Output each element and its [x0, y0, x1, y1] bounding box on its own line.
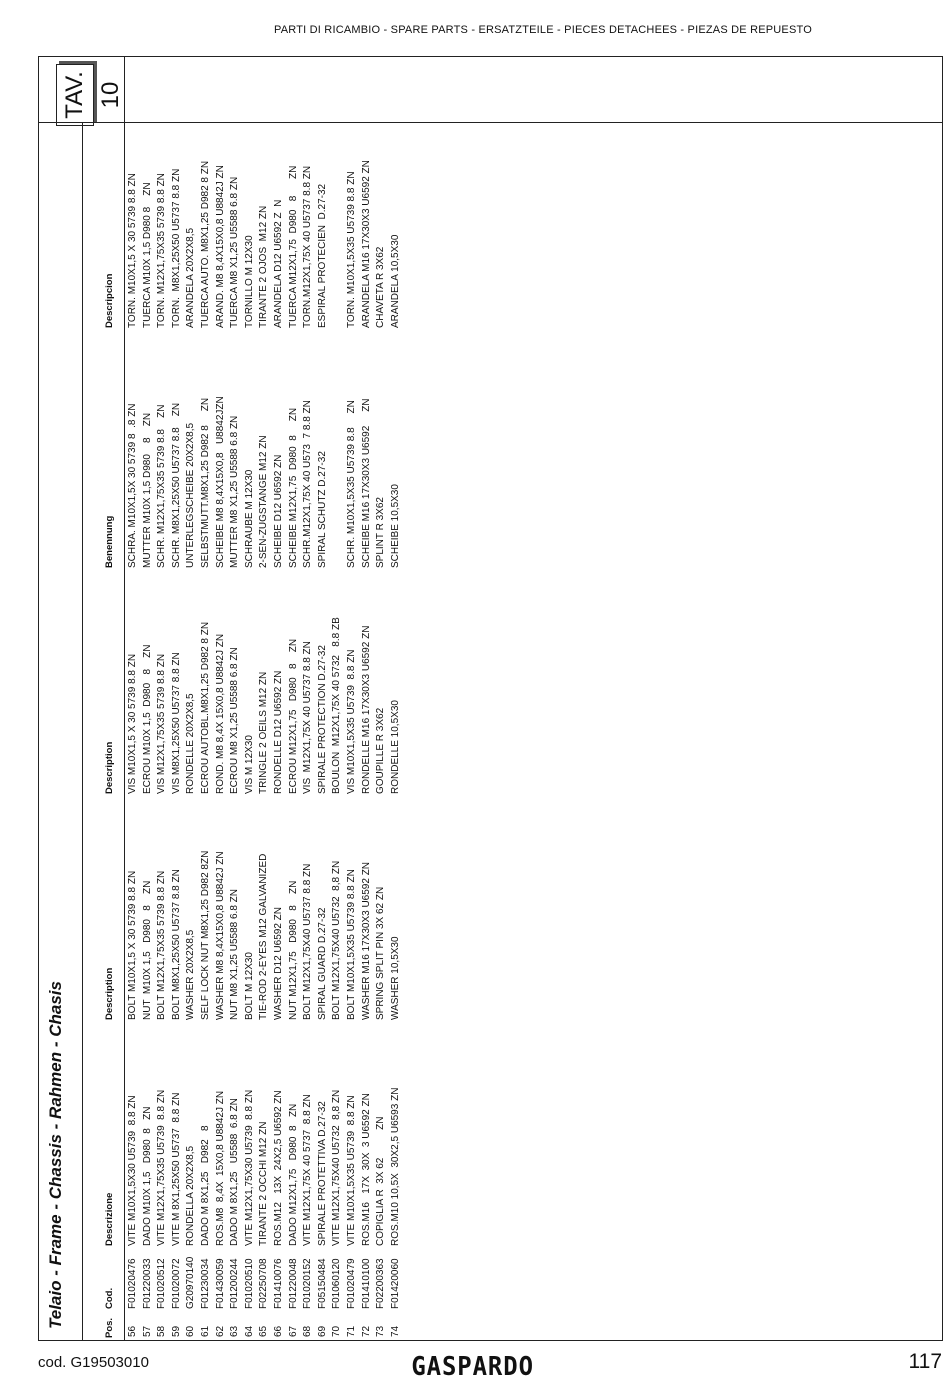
es-cell: ARANDELA D12 U6592 Z N — [272, 199, 284, 328]
es-cell: TUERCA AUTO. M8X1,25 D982 8 ZN — [199, 160, 211, 328]
cod-cell: F01230034 — [199, 1258, 211, 1309]
en-cell: WASHER M8 8,4X15X0,8 U8842J ZN — [214, 851, 226, 1020]
col-head-de: Benennung — [104, 515, 115, 568]
de-cell: SPIRAL SCHUTZ D.27-32 — [316, 451, 328, 568]
it-cell: DADO M 8X1,25 D982 8 — [199, 1125, 211, 1246]
cod-cell: F01020512 — [156, 1258, 168, 1309]
de-cell: SCHEIBE M16 17X30X3 U6592 ZN — [360, 398, 372, 568]
cod-cell: F01430059 — [214, 1258, 226, 1309]
header-text: PARTI DI RICAMBIO - SPARE PARTS - ERSATZTEILE - PIECES DETACHEES - PIEZAS DE REPUESTO — [274, 24, 812, 36]
en-cell: TIE-ROD 2-EYES M12 GALVANIZED — [258, 853, 270, 1020]
fr-cell: ECROU M12X1,75 D980 8 ZN — [287, 638, 299, 794]
fr-cell: VIS M8X1,25X50 U5737 8.8 ZN — [170, 652, 182, 794]
cod-cell: F01200244 — [229, 1258, 241, 1309]
es-cell: TORNILLO M 12X30 — [243, 235, 255, 328]
de-cell: SCHRAUBE M 12X30 — [243, 469, 255, 568]
pos-cell: 66 — [272, 1325, 284, 1337]
fr-cell: VIS M12X1,75X 40 U5737 8.8 ZN — [302, 641, 314, 794]
de-cell: SELBSTMUTT.M8X1,25 D982 8 ZN — [199, 397, 211, 568]
fr-cell: ECROU M10X 1,5 D980 8 ZN — [141, 644, 153, 794]
pos-cell: 63 — [229, 1325, 241, 1337]
cod-cell: G20970140 — [185, 1256, 197, 1309]
fr-column — [126, 617, 403, 794]
cod-cell: F01060120 — [331, 1258, 343, 1309]
en-cell: WASHER D12 U6592 ZN — [272, 907, 284, 1020]
de-cell: SCHEIBE D12 U6592 ZN — [272, 454, 284, 568]
it-cell: VITE M12X1,75X30 U5739 8.8 ZN — [243, 1089, 255, 1246]
es-cell: TIRANTE 2 OJOS M12 ZN — [258, 205, 270, 328]
divider — [38, 122, 943, 123]
en-cell: BOLT M12X1,75X40 U5732 8,8 ZN — [331, 860, 343, 1020]
col-head-cod: Cod. — [104, 1287, 115, 1309]
de-cell: SCHR. M12X1,75X35 5739 8.8 ZN — [156, 404, 168, 568]
cod-cell: F01020072 — [170, 1258, 182, 1309]
en-cell: NUT M12X1,75 D980 8 ZN — [287, 880, 299, 1020]
it-cell: ROS.M10 10,5X 30X2,5 U6593 ZN — [389, 1087, 401, 1246]
it-cell: RONDELLA 20X2X8,5 — [185, 1145, 197, 1246]
pos-cell: 64 — [243, 1325, 255, 1337]
it-cell: ROS.M16 17X 30X 3 U6592 ZN — [360, 1093, 372, 1246]
en-cell: WASHER 20X2X8,5 — [185, 929, 197, 1020]
it-cell: VITE M 8X1,25X50 U5737 8.8 ZN — [170, 1092, 182, 1246]
col-head-it: Descrizione — [104, 1192, 115, 1246]
pos-cell: 73 — [375, 1325, 387, 1337]
es-cell: TORN. M10X1,5X35 U5739 8.8 ZN — [345, 171, 357, 328]
es-cell: TORN. M12X1,75X35 5739 8.8 ZN — [156, 173, 168, 328]
es-cell: TUERCA M10X 1,5 D980 8 ZN — [141, 182, 153, 328]
pos-cell: 61 — [199, 1325, 211, 1337]
pos-cell: 60 — [185, 1325, 197, 1337]
es-cell: ARANDELA 20X2X8,5 — [185, 227, 197, 328]
fr-cell: BOULON M12X1,75X 40 5732 8.8 ZB — [331, 617, 343, 794]
it-cell: VITE M12X1,75X40 U5732 8,8 ZN — [331, 1089, 343, 1246]
es-cell: ARAND. M8 8,4X15X0,8 U8842J ZN — [214, 165, 226, 328]
de-cell: SCHRA. M10X1,5X 30 5739 8 .8 ZN — [127, 403, 138, 568]
parts-table — [38, 56, 943, 1341]
it-cell: ROS.M8 8,4X 15X0,8 U8842J ZN — [214, 1090, 226, 1246]
en-cell: BOLT M 12X30 — [243, 952, 255, 1020]
fr-cell: ECROU AUTOBL.M8X1,25 D982 8 ZN — [199, 621, 211, 794]
de-cell: SCHR.M12X1,75X 40 U573 7 8.8 ZN — [302, 400, 314, 568]
es-cell: TUERCA M12X1,75 D980 8 ZN — [287, 165, 299, 328]
pos-cell: 58 — [156, 1325, 168, 1337]
es-cell: CHAVETA R 3X62 — [375, 246, 387, 328]
it-cell: TIRANTE 2 OCCHI M12 ZN — [258, 1121, 270, 1246]
col-head-fr: Description — [104, 741, 115, 794]
it-cell: VITE M12X1,75X35 U5739 8.8 ZN — [156, 1089, 168, 1246]
fr-cell: RONDELLE M16 17X30X3 U6592 ZN — [360, 625, 372, 794]
cod-cell: F02250708 — [258, 1258, 270, 1309]
es-cell: ESPIRAL PROTECIEN D.27-32 — [316, 183, 328, 328]
fr-cell: TRINGLE 2 OEILS M12 ZN — [258, 671, 270, 794]
en-cell: BOLT M10X1,5X35 U5739 8.8 ZN — [345, 869, 357, 1020]
pos-cell: 68 — [302, 1325, 314, 1337]
de-cell: SCHEIBE M12X1,75 D980 8 ZN — [287, 407, 299, 568]
fr-cell: ROND. M8 8,4X 15X0,8 U8842J ZN — [214, 633, 226, 794]
de-cell: SCHEIBE M8 8,4X15X0,8 U8842JZN — [214, 396, 226, 568]
cod-cell: F01410100 — [360, 1258, 372, 1309]
cod-cell: F01220033 — [141, 1258, 153, 1309]
de-cell: SCHEIBE 10,5X30 — [389, 484, 401, 568]
it-cell: DADO M10X 1,5 D980 8 ZN — [141, 1106, 153, 1246]
es-column — [126, 160, 403, 328]
col-head-en: Description — [104, 967, 115, 1020]
col-head-pos: Pos. — [104, 1317, 115, 1338]
it-column — [126, 1088, 403, 1246]
es-cell — [330, 160, 345, 328]
brand-logo: GASPARDO — [411, 1352, 534, 1382]
pos-cell: 69 — [316, 1325, 328, 1337]
en-cell: BOLT M8X1,25X50 U5737 8.8 ZN — [170, 869, 182, 1020]
en-cell: SPIRAL GUARD D.27-32 — [316, 907, 328, 1020]
cod-cell: F02200363 — [375, 1258, 387, 1309]
title-rule — [82, 123, 83, 1341]
es-cell: ARANDELA M16 17X30X3 U6592 ZN — [360, 160, 372, 328]
es-cell: ARANDELA 10,5X30 — [389, 234, 401, 328]
pos-column — [126, 1326, 403, 1337]
de-cell: SCHR. M8X1,25X50 U5737 8.8 ZN — [170, 402, 182, 568]
en-cell: BOLT M10X1,5 X 30 5739 8.8 ZN — [127, 870, 138, 1020]
de-cell — [330, 396, 345, 568]
es-cell: TORN. M10X1,5 X 30 5739 8.8 ZN — [127, 173, 138, 328]
fr-cell: VIS M10X1,5 X 30 5739 8.8 ZN — [127, 653, 138, 794]
it-cell: VITE M10X1,5X30 U5739 8.8 ZN — [127, 1095, 138, 1246]
de-cell: MUTTER M8 X1,25 U5588 6.8 ZN — [229, 415, 241, 568]
pos-cell: 56 — [127, 1325, 138, 1337]
cod-cell: F01020476 — [127, 1258, 138, 1309]
cod-cell: F01020479 — [345, 1258, 357, 1309]
it-cell: COPIGLIA R 3X 62 ZN — [375, 1116, 387, 1246]
divider — [82, 1340, 943, 1341]
en-cell: NUT M8 X1,25 U5588 6.8 ZN — [229, 889, 241, 1020]
it-cell: VITE M10X1,5X35 U5739 8.8 ZN — [345, 1095, 357, 1246]
fr-cell: RONDELLE D12 U6592 ZN — [272, 670, 284, 794]
page-title: Telaio - Frame - Chassis - Rahmen - Chasis — [46, 981, 65, 1329]
es-cell: TORN.M12X1,75X 40 U5737 8.8 ZN — [302, 165, 314, 328]
fr-cell: GOUPILLE R 3X62 — [375, 707, 387, 794]
cod-cell: F01420060 — [389, 1258, 401, 1309]
fr-cell: SPIRALE PROTECTION D.27-32 — [316, 645, 328, 794]
fr-cell: RONDELLE 10,5X30 — [389, 700, 401, 794]
en-cell: WASHER M16 17X30X3 U6592 ZN — [360, 861, 372, 1020]
de-cell: SCHR. M10X1,5X35 U5739 8.8 ZN — [345, 400, 357, 568]
fr-cell: VIS M 12X30 — [243, 735, 255, 794]
document-code: cod. G19503010 — [38, 1354, 149, 1371]
header-rule — [124, 56, 125, 1341]
pos-cell: 74 — [389, 1325, 401, 1337]
cod-cell: F01410076 — [272, 1258, 284, 1309]
de-cell: 2-SEN-ZUGSTANGE M12 ZN — [258, 435, 270, 568]
en-cell: BOLT M12X1,75X35 5739 8.8 ZN — [156, 870, 168, 1020]
pos-cell: 71 — [345, 1325, 357, 1337]
en-cell: SELF LOCK NUT M8X1,25 D982 8ZN — [199, 850, 211, 1020]
it-cell: DADO M 8X1,25 U5588 6.8 ZN — [229, 1098, 241, 1246]
de-cell: UNTERLEGSCHEIBE 20X2X8,5 — [185, 422, 197, 568]
pos-cell: 59 — [170, 1325, 182, 1337]
en-cell: BOLT M12X1,75X40 U5737 8.8 ZN — [302, 863, 314, 1020]
tav-label: TAV. 10 — [56, 64, 94, 126]
fr-cell: VIS M10X1,5X35 U5739 8.8 ZN — [345, 649, 357, 794]
pos-cell: 65 — [258, 1325, 270, 1337]
it-cell: ROS.M12 13X 24X2,5 U6592 ZN — [272, 1090, 284, 1246]
cod-cell: F05150484 — [316, 1258, 328, 1309]
pos-cell: 57 — [141, 1325, 153, 1337]
en-column — [126, 851, 403, 1020]
cod-cell: F01020152 — [302, 1258, 314, 1309]
de-column — [126, 396, 403, 568]
it-cell: DADO M12X1,75 D980 8 ZN — [287, 1103, 299, 1246]
pos-cell: 70 — [331, 1325, 343, 1337]
pos-cell: 67 — [287, 1325, 299, 1337]
fr-cell: ECROU M8 X1,25 U5588 6.8 ZN — [229, 647, 241, 794]
en-cell: NUT M10X 1,5 D980 8 ZN — [141, 880, 153, 1020]
en-cell: WASHER 10,5X30 — [389, 936, 401, 1020]
pos-cell: 62 — [214, 1325, 226, 1337]
it-cell: VITE M12X1,75X 40 5737 8.8 ZN — [302, 1094, 314, 1246]
page-header — [0, 24, 950, 36]
page-number: 117 — [908, 1350, 942, 1373]
cod-column — [126, 1257, 403, 1309]
de-cell: MUTTER M10X 1,5 D980 8 ZN — [141, 412, 153, 568]
de-cell: SPLINT R 3X62 — [375, 497, 387, 568]
pos-cell: 72 — [360, 1325, 372, 1337]
es-cell: TORN. M8X1,25X50 U5737 8.8 ZN — [170, 168, 182, 328]
cod-cell: F01020510 — [243, 1258, 255, 1309]
cod-cell: F01220048 — [287, 1258, 299, 1309]
it-cell: SPIRALE PROTETTIVA D.27-32 — [316, 1101, 328, 1246]
es-cell: TUERCA M8 X1,25 U5588 6.8 ZN — [229, 176, 241, 328]
col-head-es: Descripcion — [104, 273, 115, 328]
en-cell: SPRING SPLIT PIN 3X 62 ZN — [375, 886, 387, 1020]
fr-cell: VIS M12X1,75X35 5739 8.8 ZN — [156, 653, 168, 794]
fr-cell: RONDELLE 20X2X8,5 — [185, 693, 197, 794]
